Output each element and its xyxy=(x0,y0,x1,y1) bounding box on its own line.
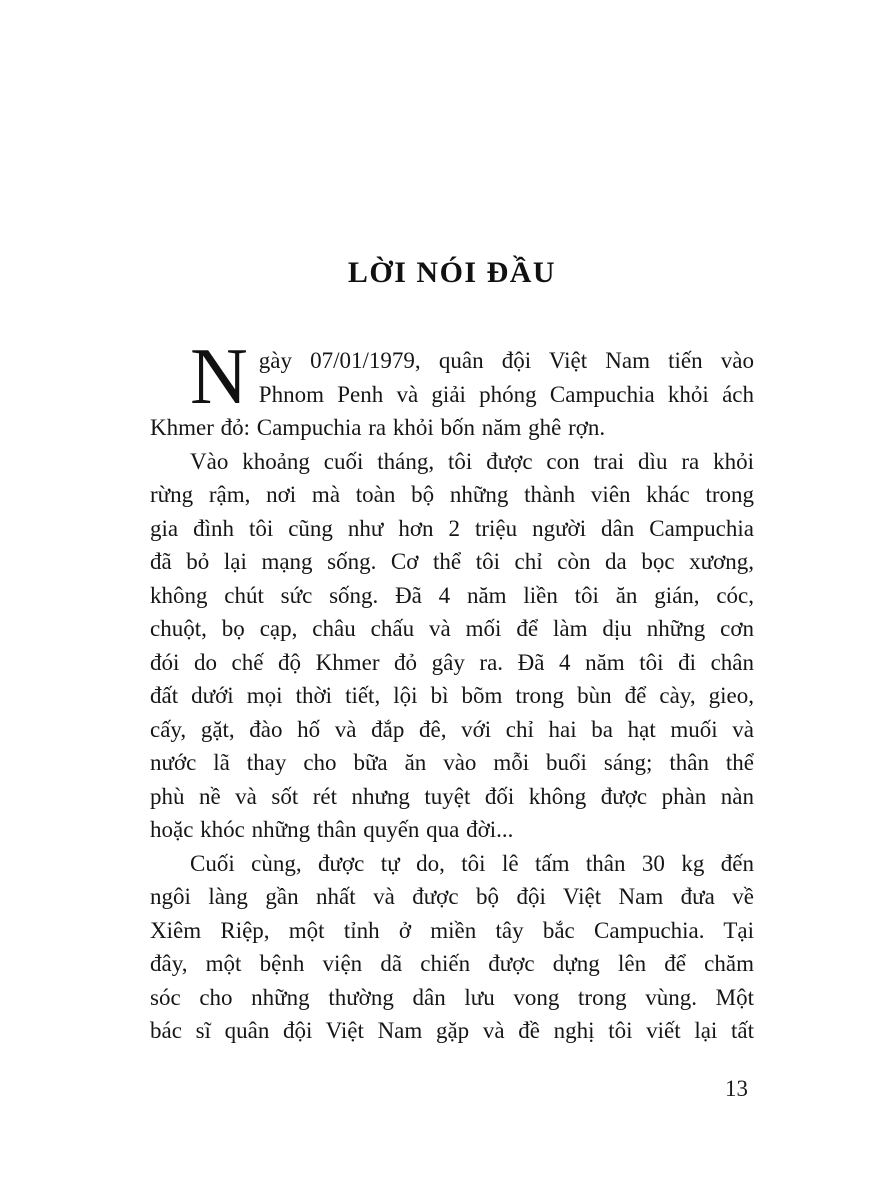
text-line: nước lã thay cho bữa ăn vào mỗi buổi sáng; thân thể xyxy=(150,750,754,775)
text-line: Khmer đỏ: Campuchia ra khỏi bốn năm ghê rợn. xyxy=(150,415,606,440)
text-line: đói do chế độ Khmer đỏ gây ra. Đã 4 năm tôi đi chân xyxy=(150,649,754,675)
text-line: không chút sức sống. Đã 4 năm liền tôi ăn gián, cóc, xyxy=(150,582,754,608)
text-line: Vào khoảng cuối tháng, tôi được con trai dìu ra khỏi xyxy=(190,448,754,474)
text-line: hoặc khóc những thân quyến qua đời... xyxy=(150,817,514,842)
text-line: Cuối cùng, được tự do, tôi lê tấm thân 30 kg đến xyxy=(190,850,754,876)
text-line: gia đình tôi cũng như hơn 2 triệu người dân Campuchia xyxy=(150,515,754,541)
text-line: đã bỏ lại mạng sống. Cơ thể tôi chỉ còn da bọc xương, xyxy=(150,549,754,574)
text-line: Phnom Penh và giải phóng Campuchia khỏi ách xyxy=(258,381,754,407)
text-line: đất dưới mọi thời tiết, lội bì bõm trong bùn để cày, gieo, xyxy=(150,683,754,708)
text-line: cấy, gặt, đào hố và đắp đê, với chỉ hai ba hạt muối và xyxy=(150,716,754,742)
page-number: 13 xyxy=(725,1075,748,1101)
paragraph-3 xyxy=(150,847,754,1048)
text-line: phù nề và sốt rét nhưng tuyệt đối không được phàn nàn xyxy=(150,783,754,809)
text-line: đây, một bệnh viện dã chiến được dựng lên để chăm xyxy=(150,951,754,976)
paragraph-2 xyxy=(150,445,754,847)
drop-cap: N xyxy=(190,333,248,421)
paragraph-1 xyxy=(150,333,754,445)
text-line: sóc cho những thường dân lưu vong trong vùng. Một xyxy=(150,984,754,1010)
text-line: chuột, bọ cạp, châu chấu và mối để làm dịu những cơn xyxy=(150,616,754,641)
chapter-title: LỜI NÓI ĐẦU xyxy=(347,256,557,289)
text-line: Xiêm Riệp, một tỉnh ở miền tây bắc Campuchia. Tại xyxy=(150,917,754,943)
body-text xyxy=(150,333,754,1105)
text-block xyxy=(150,256,754,1105)
text-line: bác sĩ quân đội Việt Nam gặp và đề nghị tôi viết lại tất xyxy=(150,1018,754,1043)
text-line: gày 07/01/1979, quân đội Việt Nam tiến vào xyxy=(258,348,754,373)
text-line: rừng rậm, nơi mà toàn bộ những thành viên khác trong xyxy=(150,482,754,507)
text-line: ngôi làng gần nhất và được bộ đội Việt Nam đưa về xyxy=(150,884,754,909)
